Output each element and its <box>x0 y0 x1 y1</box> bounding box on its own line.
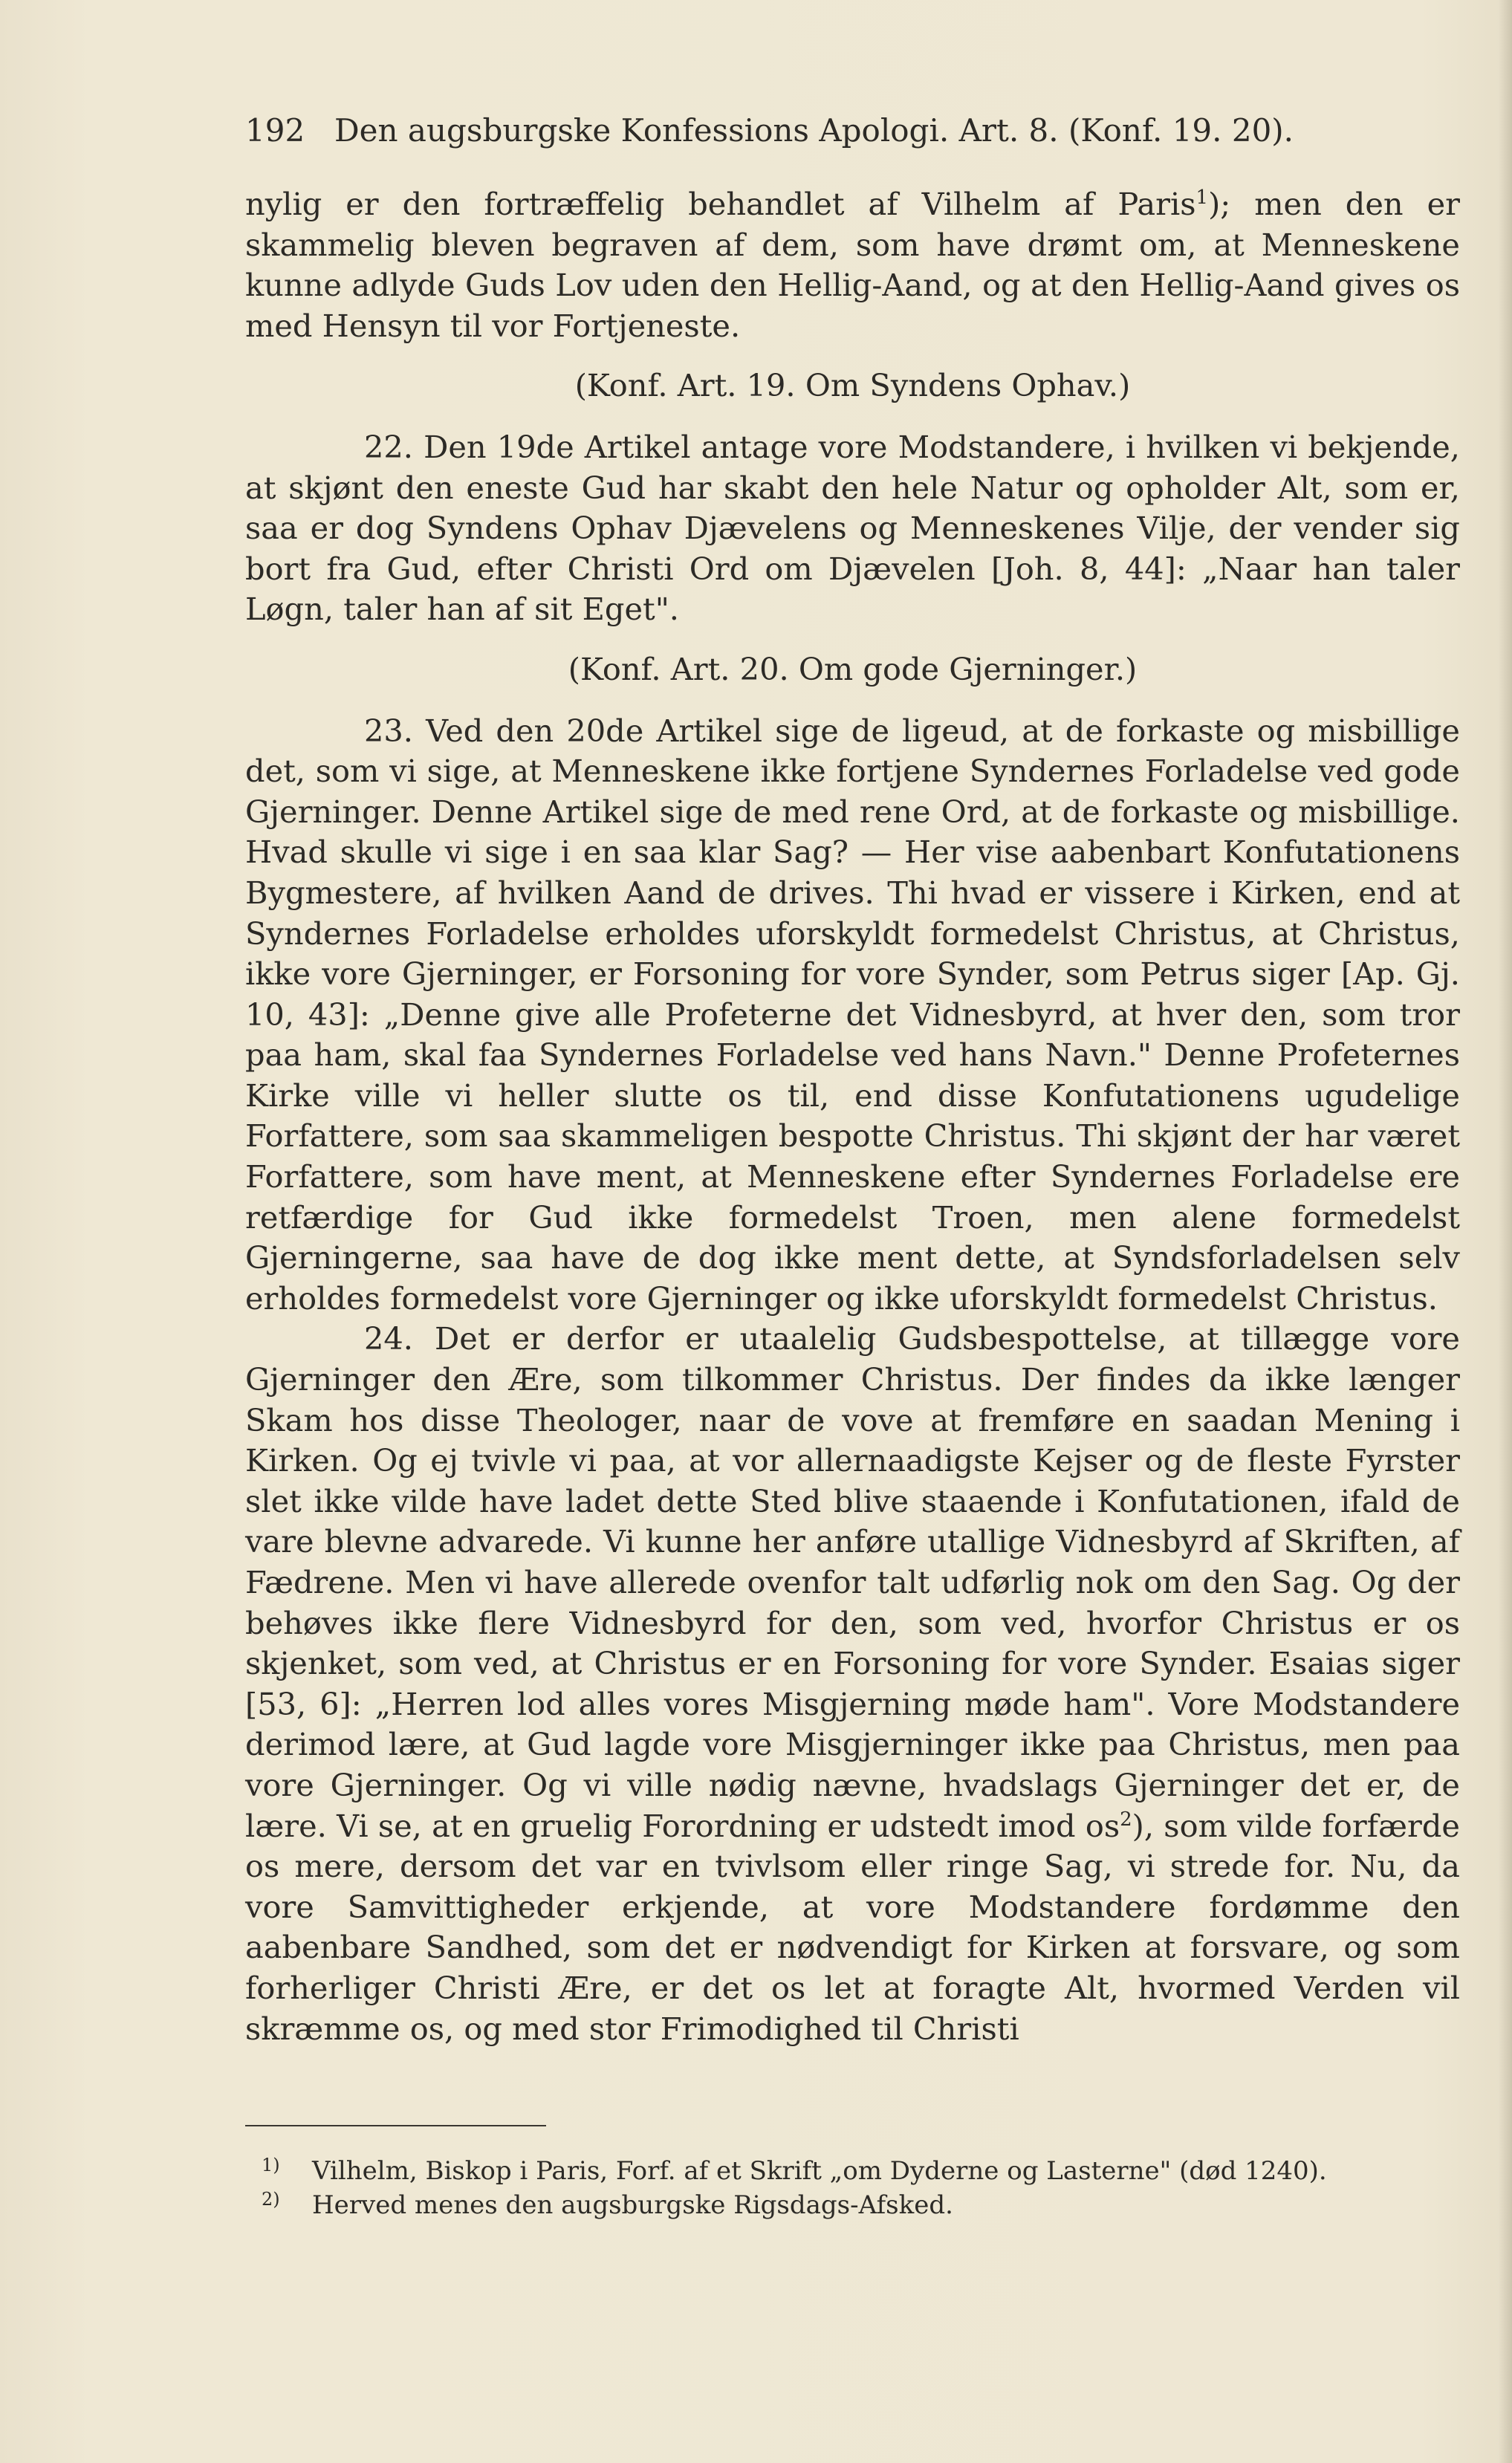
paragraph-continued <box>245 184 1460 346</box>
paragraph-text: ); men den er skammelig bleven begraven af dem, som have drømt om, at Menneskene kunne adlyde Guds Lov uden den Hellig-Aand, og at den Hellig-Aand gives os med Hensyn til vor Fortjeneste. <box>245 186 1460 344</box>
paragraph-text: ), som vilde forfærde os mere, dersom det var en tvivlsom eller ringe Sag, vi strede for. Nu, da vore Samvittigheder erkjende, at vore Modstandere fordømme den aabenbare Sandhed, som det er nødvendigt for Kirken at forsvare, og som forherliger Christi Ære, er det os let at foragte Alt, hvormed Verden vil skræmme os, og med stor Frimodighed til Christi <box>245 1807 1460 2047</box>
paragraph-24 <box>245 1319 1460 2049</box>
footnote-rule <box>245 2125 546 2126</box>
paragraph-text: nylig er den fortræffelig behandlet af Vilhelm af Paris <box>245 186 1196 222</box>
footnote-text: Herved menes den augsburgske Rigsdags-Afsked. <box>312 2190 953 2220</box>
footnote-ref: 2 <box>1120 1808 1132 1831</box>
footnotes <box>245 2156 1460 2225</box>
footnote-2 <box>245 2190 1460 2220</box>
paragraph-23: 23. Ved den 20de Artikel sige de ligeud, at de forkaste og misbillige det, som vi sige, at Menneskene ikke fortjene Syndernes Forladelse ved gode Gjerninger. Denne Artikel sige de med rene Ord, at de forkaste og misbillige. Hvad skulle vi sige i en saa klar Sag? — Her vise aabenbart Konfutationens Bygmestere, af hvilken Aand de drives. Thi hvad er vissere i Kirken, end at Syndernes Forladelse erholdes uforskyldt formedelst Christus, at Christus, ikke vore Gjerninger, er Forsoning for vore Synder, som Petrus siger [Ap. Gj. 10, 43]: „Denne give alle Profeterne det Vidnesbyrd, at hver den, som tror paa ham, skal faa Syndernes Forladelse ved hans Navn." Denne Profeternes Kirke ville vi heller slutte os til, end disse Konfutationens ugudelige Forfattere, som saa skammeligen bespotte Christus. Thi skjønt der har været Forfattere, som have ment, at Menneskene efter Syndernes Forladelse ere retfærdige for Gud ikke formedelst Troen, men alene formedelst Gjerningerne, saa have de dog ikke ment dette, at Syndsforladelsen selv erholdes formedelst vore Gjerninger og ikke uforskyldt formedelst Christus. <box>245 712 1460 1317</box>
footnote-mark: 1) <box>262 2155 280 2175</box>
section-heading: (Konf. Art. 19. Om Syndens Ophav.) <box>574 367 1131 404</box>
footnote-1 <box>245 2156 1460 2186</box>
footnote-mark: 2) <box>262 2189 280 2210</box>
body-text <box>245 184 1460 2049</box>
footnote-text: Vilhelm, Biskop i Paris, Forf. af et Skrift „om Dyderne og Lasterne" (død 1240). <box>312 2156 1327 2186</box>
running-title: Den augsburgske Konfessions Apologi. Art. 8. (Konf. 19. 20). <box>334 112 1294 149</box>
paragraph-text: 24. Det er derfor er utaalelig Gudsbespottelse, at tillægge vore Gjerninger den Ære, som tilkommer Christus. Der findes da ikke længer Skam hos disse Theologer, naar de vove at fremføre en saadan Mening i Kirken. Og ej tvivle vi paa, at vor allernaadigste Kejser og de fleste Fyrster slet ikke vilde have ladet dette Sted blive staaende i Konfutationen, ifald de vare blevne advarede. Vi kunne her anføre utallige Vidnesbyrd af Skriften, af Fædrene. Men vi have allerede ovenfor talt udførlig nok om den Sag. Og der behøves ikke flere Vidnesbyrd for den, som ved, hvorfor Christus er os skjenket, som ved, at Christus er en Forsoning for vore Synder. Esaias siger [53, 6]: „Herren lod alles vores Misgjerning møde ham". Vore Modstandere derimod lære, at Gud lagde vore Misgjerninger ikke paa Christus, men paa vore Gjerninger. Og vi ville nødig nævne, hvadslags Gjerninger det er, de lære. Vi se, at en gruelig Forordning er udstedt imod os <box>245 1320 1460 1844</box>
section-heading: (Konf. Art. 20. Om gode Gjerninger.) <box>568 650 1138 687</box>
page-number: 192 <box>245 112 305 149</box>
footnote-ref: 1 <box>1195 186 1209 210</box>
paragraph-22: 22. Den 19de Artikel antage vore Modstandere, i hvilken vi bekjende, at skjønt den eneste Gud har skabt den hele Natur og opholder Alt, som er, saa er dog Syndens Ophav Djævelens og Menneskenes Vilje, der vender sig bort fra Gud, efter Christi Ord om Djævelen [Joh. 8, 44]: „Naar han taler Løgn, taler han af sit Eget". <box>245 428 1460 628</box>
running-head <box>245 110 1308 152</box>
